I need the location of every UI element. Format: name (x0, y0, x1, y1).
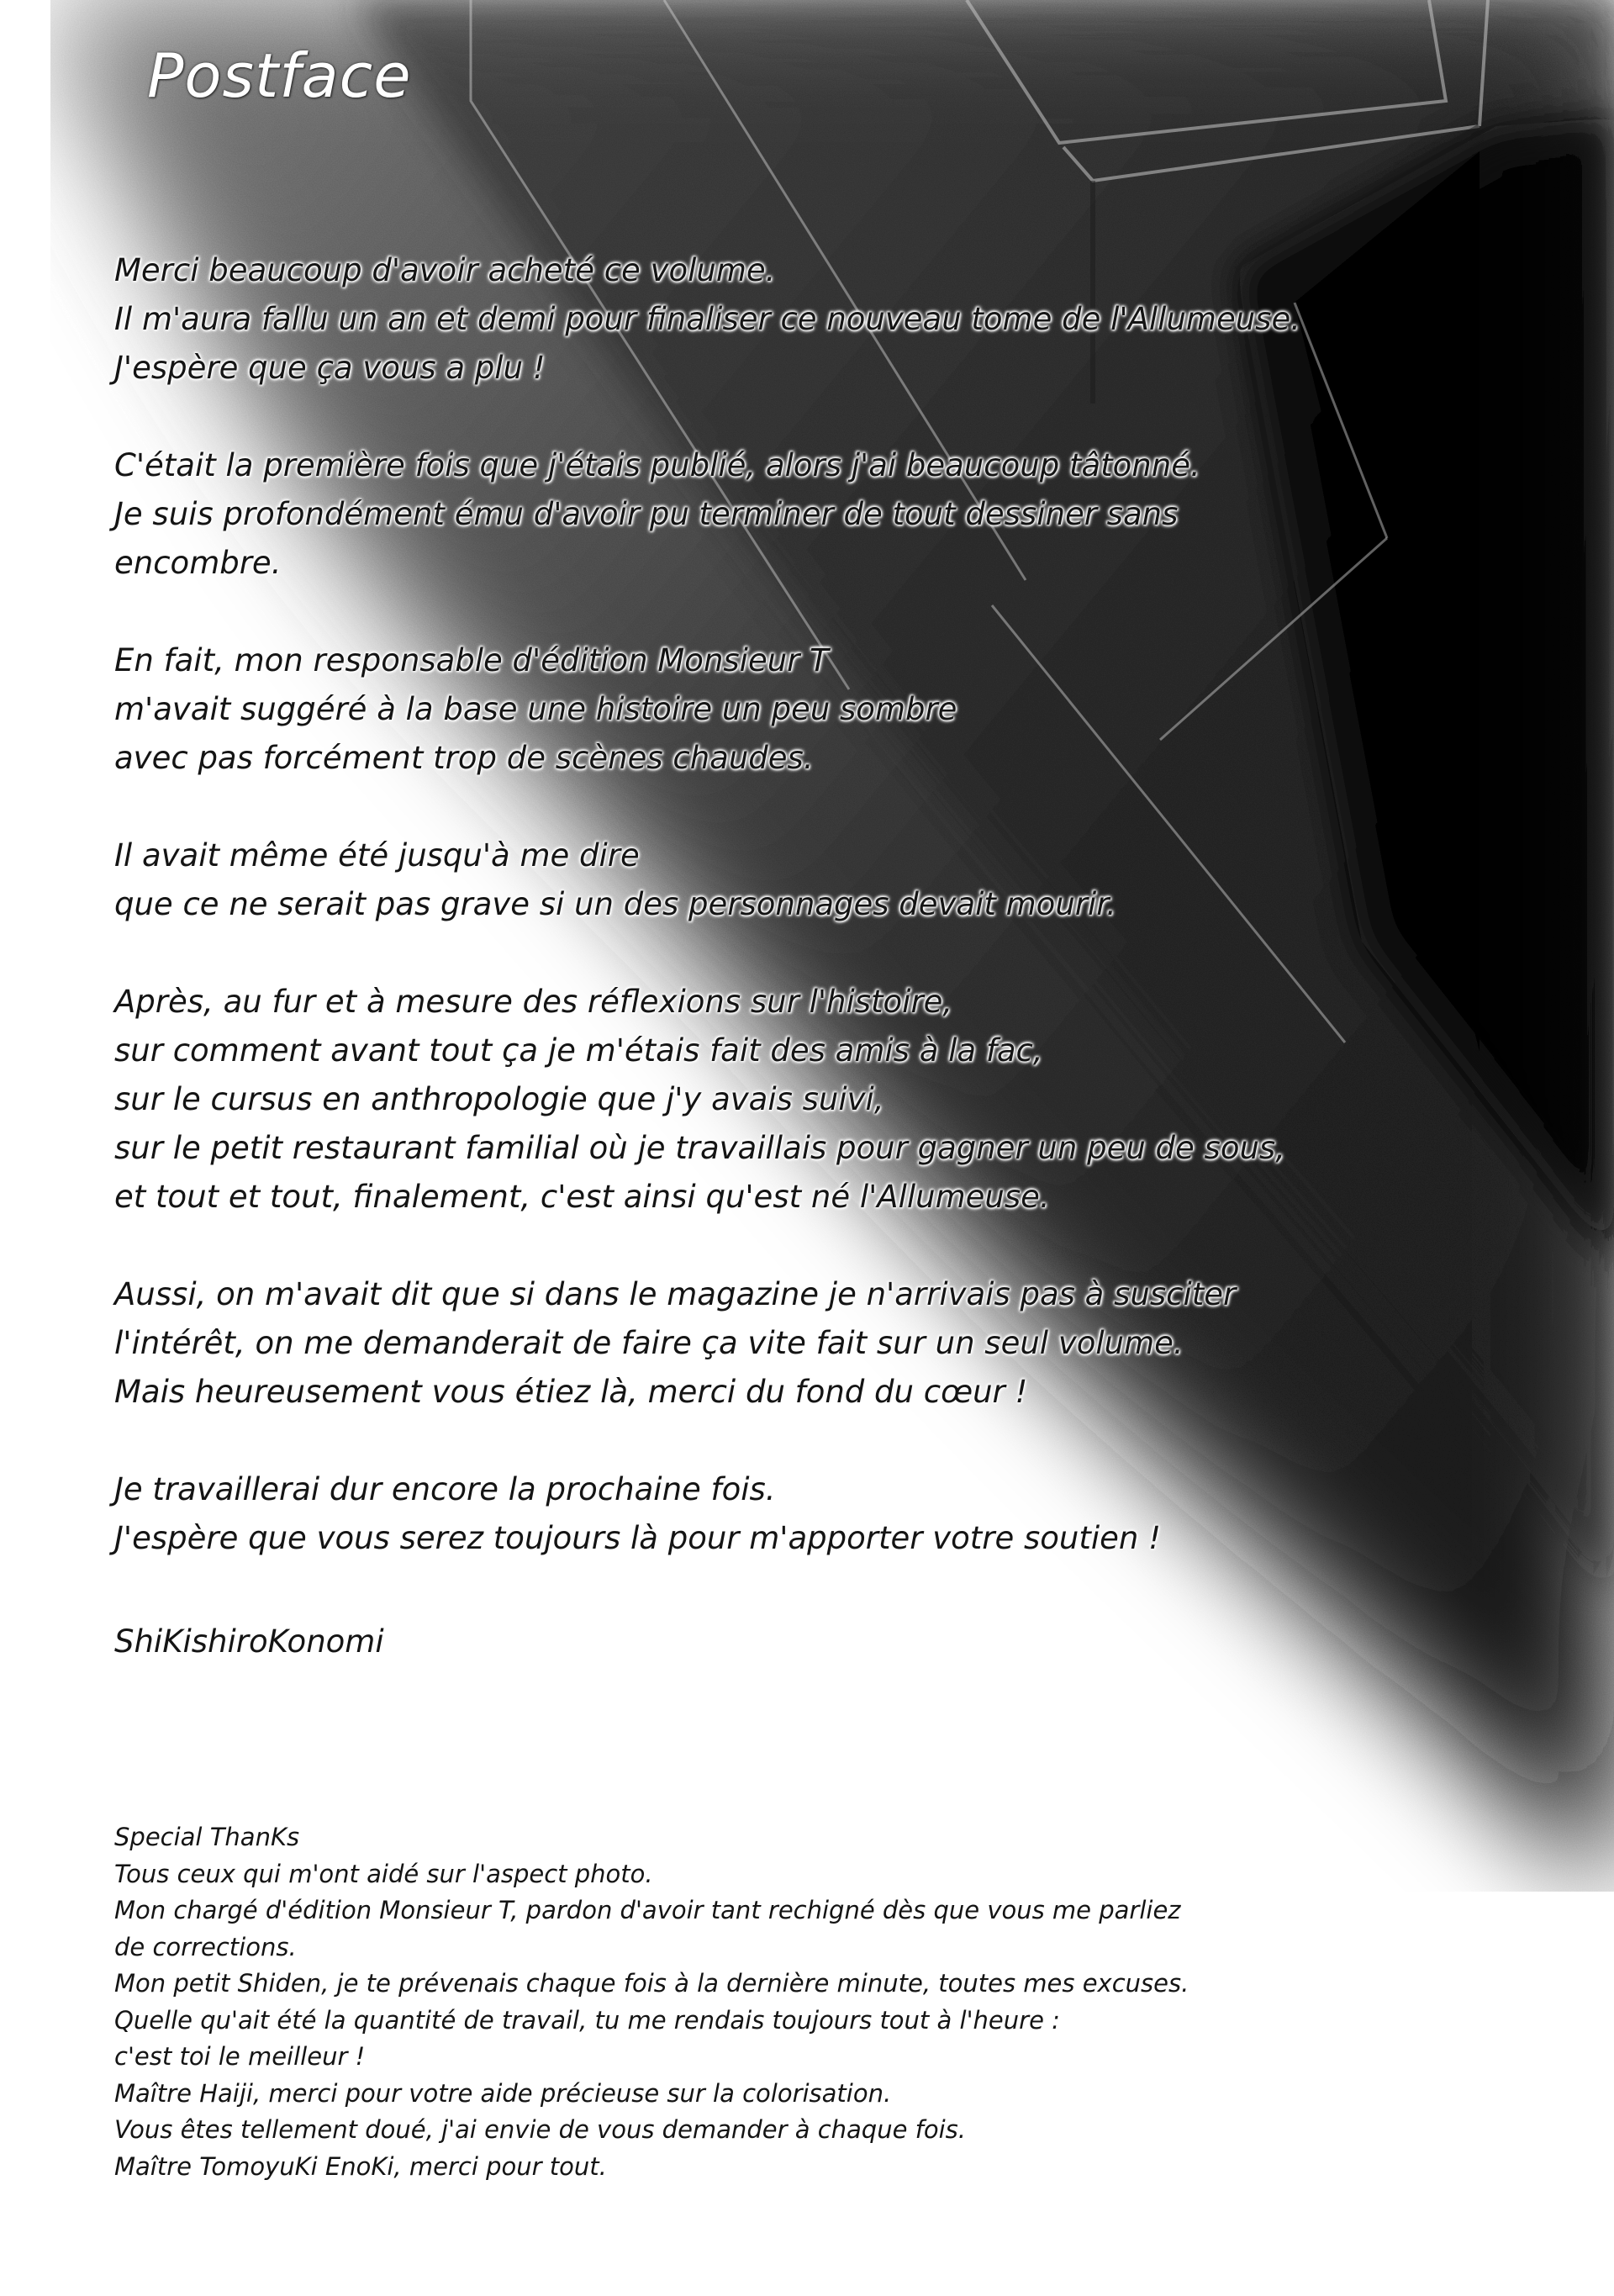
paragraph (114, 978, 1426, 1222)
text-line: En fait, mon responsable d'édition Monsieur T (114, 642, 829, 678)
text-line: sur comment avant tout ça je m'étais fait des amis à la fac, (114, 1032, 1043, 1069)
text-line: Aussi, on m'avait dit que si dans le magazine je n'arrivais pas à susciter (114, 1276, 1237, 1312)
postface-body (114, 246, 1426, 1612)
text-line: Mon petit Shiden, je te prévenais chaque fois à la dernière minute, toutes mes excuses. (114, 1969, 1189, 1998)
paragraph (114, 246, 1426, 393)
text-line: Maître Haiji, merci pour votre aide précieuse sur la colorisation. (114, 2078, 892, 2108)
page-title: Postface (147, 40, 412, 111)
text-line: de corrections. (114, 1932, 297, 1961)
special-thanks-section (114, 1819, 1426, 2185)
text-line: encombre. (114, 545, 282, 581)
text-line: c'est toi le meilleur ! (114, 2042, 366, 2071)
text-line: J'espère que ça vous a plu ! (114, 350, 546, 386)
text-line: Mais heureusement vous étiez là, merci du fond du cœur ! (114, 1374, 1028, 1410)
paragraph (114, 441, 1426, 588)
text-line: C'était la première fois que j'étais publié, alors j'ai beaucoup tâtonné. (114, 447, 1200, 483)
text-line: Je travaillerai dur encore la prochaine fois. (114, 1471, 776, 1507)
text-line: Maître TomoyuKi EnoKi, merci pour tout. (114, 2151, 607, 2181)
author-signature: ShiKishiroKonomi (114, 1623, 384, 1660)
paragraph (114, 636, 1426, 783)
text-line: Il avait même été jusqu'à me dire (114, 837, 640, 874)
text-line: Il m'aura fallu un an et demi pour finaliser ce nouveau tome de l'Allumeuse. (114, 301, 1300, 337)
text-line: Tous ceux qui m'ont aidé sur l'aspect photo. (114, 1859, 653, 1888)
text-line: m'avait suggéré à la base une histoire un peu sombre (114, 691, 957, 727)
text-line: et tout et tout, finalement, c'est ainsi qu'est né l'Allumeuse. (114, 1179, 1050, 1215)
text-line: que ce ne serait pas grave si un des personnages devait mourir. (114, 886, 1116, 922)
text-line: J'espère que vous serez toujours là pour m'apporter votre soutien ! (114, 1520, 1161, 1556)
text-line: Mon chargé d'édition Monsieur T, pardon d'avoir tant rechigné dès que vous me parliez (114, 1896, 1181, 1924)
text-line: sur le cursus en anthropologie que j'y avais suivi, (114, 1081, 884, 1117)
text-line: l'intérêt, on me demanderait de faire ça vite fait sur un seul volume. (114, 1325, 1184, 1361)
text-line: avec pas forcément trop de scènes chaudes. (114, 740, 814, 776)
paragraph (114, 1465, 1426, 1563)
text-line: sur le petit restaurant familial où je travaillais pour gagner un peu de sous, (114, 1130, 1285, 1166)
text-line: Merci beaucoup d'avoir acheté ce volume. (114, 252, 776, 288)
text-line: Je suis profondément ému d'avoir pu terminer de tout dessiner sans (114, 496, 1179, 532)
text-line: Vous êtes tellement doué, j'ai envie de vous demander à chaque fois. (114, 2115, 966, 2144)
text-line: Quelle qu'ait été la quantité de travail, tu me rendais toujours tout à l'heure : (114, 2005, 1060, 2035)
text-line: Après, au fur et à mesure des réflexions sur l'histoire, (114, 984, 953, 1020)
paragraph (114, 1270, 1426, 1417)
paragraph (114, 831, 1426, 929)
special-thanks-heading: Special ThanKs (114, 1823, 300, 1851)
